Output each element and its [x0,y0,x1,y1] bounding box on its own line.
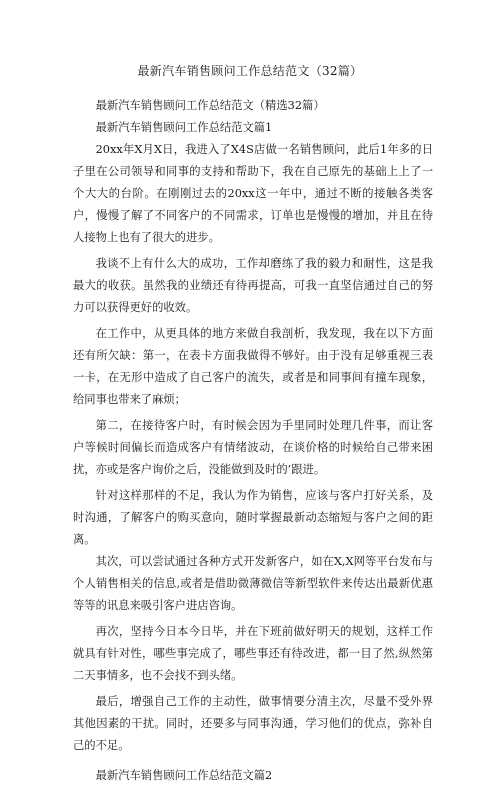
paragraph-intro: 20xx年X月X日，我进入了X4S店做一名销售顾问，此后1年多的日子里在公司领导和同事的支持和帮助下，我在自己原先的基础上上了一个大大的台阶。在刚刚过去的20xx这一年中，通过不断的接触各类客户，慢慢了解了不同客户的不同需求，订单也是慢慢的增加，并且在待人接物上也有了很大的进步。 [73,143,433,244]
paragraph-improvement-2: 其次，可以尝试通过各种方式开发新客户，如在X,X网等平台发布与个人销售相关的信息,或者是借助微薄微信等新型软件来传达出最新优惠等等的讯息来吸引客户进店咨询。 [73,555,433,612]
document-title: 最新汽车销售顾问工作总结范文（32篇） [137,64,363,78]
paragraph-shortcomings-1: 在工作中，从更具体的地方来做自我剖析，我发现，我在以下方面还有所欠缺：第一，在表卡方面我做得不够好。由于没有足够重视三表一卡，在无形中造成了自己客户的流失，或者是和同事间有撞车现象，给同事也带来了麻烦； [73,327,433,406]
section-heading-2: 最新汽车销售顾问工作总结范文篇2 [95,769,273,782]
paragraph-improvement-3: 再次，坚持今日本今日毕，并在下班前做好明天的规划，这样工作就具有针对性，哪些事完成了，哪些事还有待改进，都一目了然,纵然第二天事情多，也不会找不到头绪。 [73,625,433,682]
paragraph-shortcomings-2: 第二，在接待客户时，有时候会因为手里同时处理几件事，而让客户等候时间偏长而造成客户有情绪波动，在谈价格的时候给自己带来困扰，亦或是客户询价之后，没能做到及时的’跟进。 [73,419,433,476]
paragraph-harvest: 我谈不上有什么大的成功，工作却磨练了我的毅力和耐性，这是我最大的收获。虽然我的业绩还有待再提高，可我一直坚信通过自己的努力可以获得更好的收效。 [73,257,433,314]
document-body [73,95,433,787]
section-heading-1: 最新汽车销售顾问工作总结范文篇1 [95,121,273,134]
subtitle: 最新汽车销售顾问工作总结范文（精选32篇） [95,99,325,112]
paragraph-improvement-1: 针对这样那样的不足，我认为作为销售，应该与客户打好关系，及时沟通，了解客户的购买意向，随时掌握最新动态缩短与客户之间的距离。 [73,489,433,546]
paragraph-improvement-4: 最后，增强自己工作的主动性，做事情要分清主次，尽量不受外界其他因素的干扰。同时，还要多与同事沟通，学习他们的优点，弥补自己的不足。 [73,695,433,752]
